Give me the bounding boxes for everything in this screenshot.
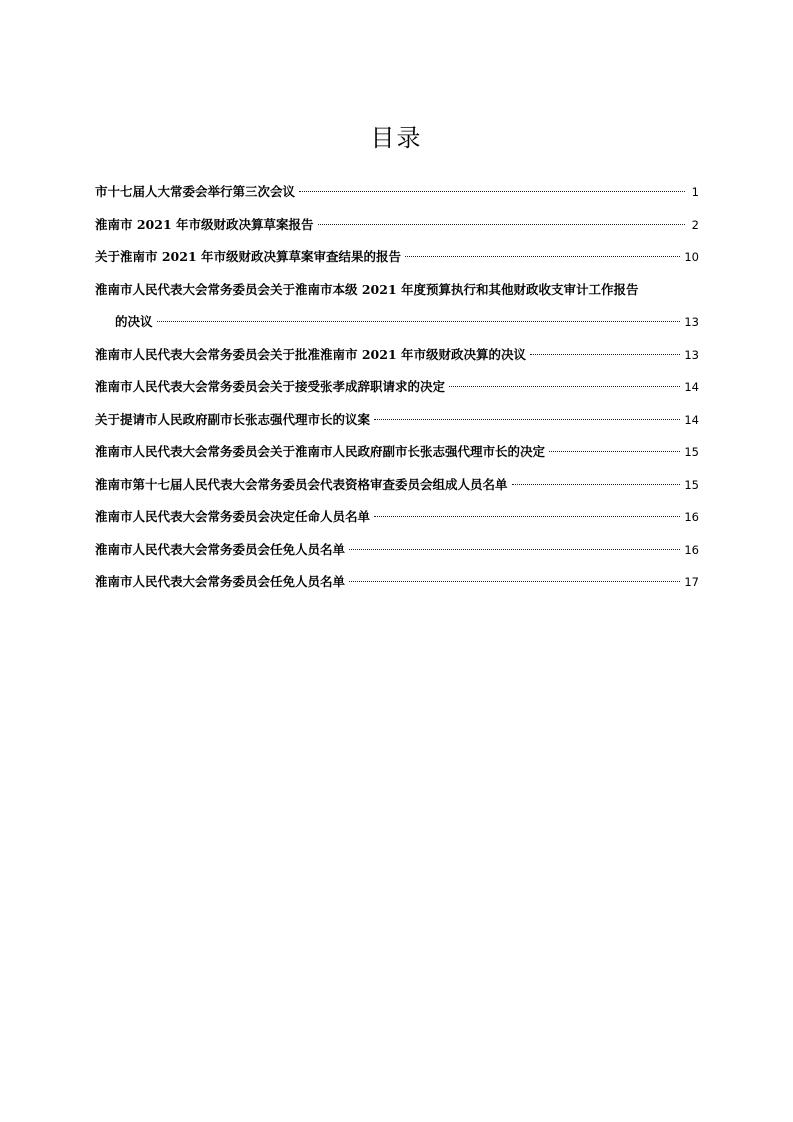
- dot-leader: [549, 451, 680, 452]
- toc-entry-title: 淮南市人民代表大会常务委员会关于接受张孝成辞职请求的决定: [95, 379, 446, 394]
- toc-entry-wrapped-first-line[interactable]: [95, 274, 699, 307]
- toc-entry-title: 关于淮南市 2021 年市级财政决算草案审查结果的报告: [95, 249, 401, 264]
- toc-entry-title: 市十七届人大常委会举行第三次会议: [95, 184, 296, 199]
- toc-entry-title: 淮南市人民代表大会常务委员会关于批准淮南市 2021 年市级财政决算的决议: [95, 346, 526, 362]
- toc-entry-title-continuation: 的决议: [115, 314, 153, 329]
- dot-leader: [157, 321, 681, 322]
- toc-entry-page: 16: [684, 542, 699, 557]
- dot-leader: [449, 386, 680, 387]
- dot-leader: [374, 419, 680, 420]
- toc-entry-title: 淮南市人民代表大会常务委员会任免人员名单: [95, 574, 346, 589]
- toc-entry-title: 关于提请市人民政府副市长张志强代理市长的议案: [95, 411, 371, 427]
- dot-leader: [405, 256, 680, 257]
- toc-entry-title: 淮南市 2021 年市级财政决算草案报告: [95, 216, 314, 232]
- page-title: 目录: [370, 124, 423, 152]
- toc-entry-page: 2: [691, 217, 699, 232]
- dot-leader: [374, 516, 680, 517]
- toc-entry[interactable]: [95, 566, 699, 599]
- toc-entry-page: 10: [684, 250, 699, 264]
- toc-entry-page: 15: [684, 445, 699, 459]
- toc-entry[interactable]: [95, 371, 699, 404]
- dot-leader: [530, 354, 680, 355]
- toc-entry[interactable]: [95, 241, 699, 274]
- toc-entry-page: 16: [684, 510, 699, 524]
- toc-entry-page: 13: [684, 347, 699, 362]
- toc-entry[interactable]: [95, 534, 699, 567]
- dot-leader: [512, 484, 681, 485]
- dot-leader: [318, 224, 686, 225]
- toc-entry[interactable]: [95, 436, 699, 469]
- toc-entry-title: 淮南市第十七届人民代表大会常务委员会代表资格审查委员会组成人员名单: [95, 476, 508, 492]
- toc-entry-page: 15: [684, 477, 699, 492]
- toc-entry[interactable]: [95, 176, 699, 209]
- table-of-contents: [95, 176, 699, 599]
- toc-entry-page: 14: [684, 380, 699, 394]
- toc-entry-page: 14: [684, 412, 699, 427]
- toc-entry-page: 17: [684, 575, 699, 589]
- dot-leader: [349, 549, 680, 550]
- toc-entry[interactable]: [95, 501, 699, 534]
- toc-entry[interactable]: [95, 209, 699, 242]
- toc-entry[interactable]: [95, 469, 699, 502]
- toc-entry[interactable]: [95, 339, 699, 372]
- toc-entry-page: 1: [691, 185, 699, 199]
- toc-entry[interactable]: [95, 404, 699, 437]
- toc-entry-title: 淮南市人民代表大会常务委员会任免人员名单: [95, 541, 346, 557]
- toc-entry-title: 淮南市人民代表大会常务委员会决定任命人员名单: [95, 509, 371, 524]
- toc-entry-page: 13: [684, 315, 699, 329]
- dot-leader: [349, 581, 680, 582]
- toc-entry-title: 淮南市人民代表大会常务委员会关于淮南市人民政府副市长张志强代理市长的决定: [95, 444, 546, 459]
- dot-leader: [299, 191, 685, 192]
- toc-entry-wrapped-continuation[interactable]: [95, 306, 699, 339]
- toc-entry-title: 淮南市人民代表大会常务委员会关于淮南市本级 2021 年度预算执行和其他财政收支审计工作报告: [95, 281, 639, 297]
